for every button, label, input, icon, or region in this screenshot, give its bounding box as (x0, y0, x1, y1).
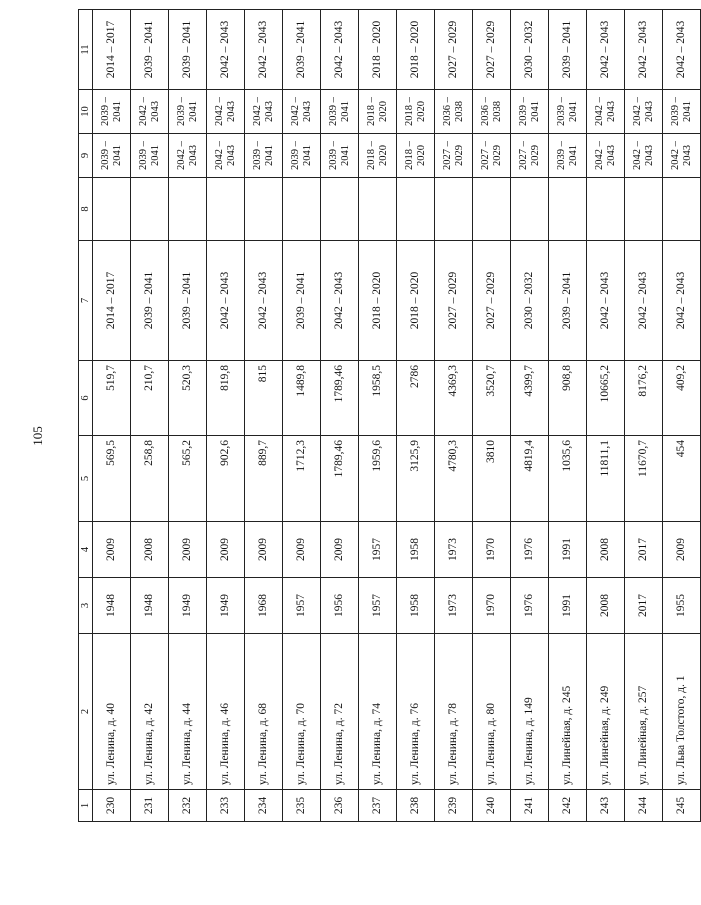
period-split-cell (511, 134, 549, 178)
area-living-cell: 2786 (397, 361, 435, 436)
table-row (625, 10, 663, 822)
period-line: 2043 (187, 145, 199, 166)
year-cell: 1976 (511, 522, 549, 578)
period-split-cell (207, 134, 245, 178)
area-living-cell: 10665,2 (587, 361, 625, 436)
address-cell: ул. Ленина, д. 74 (359, 634, 397, 790)
address-cell: ул. Линейная, д. 257 (625, 634, 663, 790)
empty-cell (511, 178, 549, 241)
period-split-cell (397, 134, 435, 178)
year-cell: 1991 (549, 522, 587, 578)
area-total-cell: 3125,9 (397, 436, 435, 522)
empty-cell (663, 178, 701, 241)
period-cell: 2042 – 2043 (245, 241, 283, 361)
period-line: 2043 (225, 145, 237, 166)
final-period-cell: 2039 – 2041 (283, 10, 321, 90)
period-line: 2043 (643, 145, 655, 166)
final-period-cell: 2030 – 2032 (511, 10, 549, 90)
address-cell: ул. Ленина, д. 46 (207, 634, 245, 790)
period-cell: 2039 – 2041 (549, 241, 587, 361)
column-number-header: 11 (79, 10, 93, 90)
period-cell: 2039 – 2041 (131, 241, 169, 361)
row-number-cell: 234 (245, 790, 283, 822)
period-line: 2041 (301, 145, 313, 166)
period-split-cell (587, 134, 625, 178)
period-line: 2042 – (252, 97, 264, 126)
column-number-header: 3 (79, 578, 93, 634)
table-row (359, 10, 397, 822)
period-line: 2042 – (138, 97, 150, 126)
column-number-header: 4 (79, 522, 93, 578)
area-living-cell: 4399,7 (511, 361, 549, 436)
period-split-cell (245, 90, 283, 134)
period-split-cell (169, 134, 207, 178)
period-line: 2038 (491, 101, 503, 122)
empty-cell (283, 178, 321, 241)
year-cell: 1957 (359, 522, 397, 578)
period-line: 2018 – (404, 141, 416, 170)
period-split-cell (93, 90, 131, 134)
row-number-cell: 244 (625, 790, 663, 822)
period-split-cell (283, 90, 321, 134)
table-row (93, 10, 131, 822)
year-built-cell: 1955 (663, 578, 701, 634)
column-number-header: 7 (79, 241, 93, 361)
address-cell: ул. Ленина, д. 78 (435, 634, 473, 790)
period-split-cell (245, 134, 283, 178)
area-total-cell: 4780,3 (435, 436, 473, 522)
empty-cell (473, 178, 511, 241)
period-line: 2039 – (556, 97, 568, 126)
empty-cell (549, 178, 587, 241)
period-line: 2042 – (594, 141, 606, 170)
period-split-cell (131, 90, 169, 134)
period-split-cell (435, 90, 473, 134)
period-split-cell (207, 90, 245, 134)
period-line: 2020 (377, 101, 389, 122)
address-cell: ул. Ленина, д. 149 (511, 634, 549, 790)
period-split-cell (511, 90, 549, 134)
final-period-cell: 2042 – 2043 (207, 10, 245, 90)
empty-cell (131, 178, 169, 241)
column-number-header: 6 (79, 361, 93, 436)
period-line: 2039 – (518, 97, 530, 126)
period-cell: 2042 – 2043 (625, 241, 663, 361)
year-built-cell: 2017 (625, 578, 663, 634)
final-period-cell: 2042 – 2043 (245, 10, 283, 90)
period-cell: 2042 – 2043 (663, 241, 701, 361)
period-line: 2027 – (442, 141, 454, 170)
empty-cell (169, 178, 207, 241)
period-line: 2039 – (252, 141, 264, 170)
final-period-cell: 2042 – 2043 (625, 10, 663, 90)
period-line: 2042 – (632, 141, 644, 170)
column-number-header: 1 (79, 790, 93, 822)
row-number-cell: 243 (587, 790, 625, 822)
row-number-cell: 232 (169, 790, 207, 822)
period-split-cell (131, 134, 169, 178)
year-built-cell: 2008 (587, 578, 625, 634)
table-row (511, 10, 549, 822)
address-cell: ул. Линейная, д. 249 (587, 634, 625, 790)
area-total-cell: 565,2 (169, 436, 207, 522)
period-cell: 2027 – 2029 (473, 241, 511, 361)
period-line: 2029 (491, 145, 503, 166)
final-period-cell: 2027 – 2029 (435, 10, 473, 90)
address-cell: ул. Ленина, д. 44 (169, 634, 207, 790)
table-row (397, 10, 435, 822)
empty-cell (435, 178, 473, 241)
period-line: 2041 (529, 101, 541, 122)
period-cell: 2039 – 2041 (283, 241, 321, 361)
period-line: 2039 – (100, 97, 112, 126)
row-number-cell: 238 (397, 790, 435, 822)
period-line: 2020 (377, 145, 389, 166)
year-cell: 2009 (169, 522, 207, 578)
period-split-cell (549, 90, 587, 134)
year-built-cell: 1968 (245, 578, 283, 634)
period-cell: 2030 – 2032 (511, 241, 549, 361)
table-row (663, 10, 701, 822)
period-split-cell (473, 134, 511, 178)
year-cell: 2009 (321, 522, 359, 578)
address-cell: ул. Ленина, д. 80 (473, 634, 511, 790)
period-line: 2043 (263, 101, 275, 122)
area-living-cell: 3520,7 (473, 361, 511, 436)
year-cell: 2009 (93, 522, 131, 578)
year-cell: 2009 (245, 522, 283, 578)
area-total-cell: 454 (663, 436, 701, 522)
period-line: 2041 (339, 145, 351, 166)
address-cell: ул. Льва Толстого, д. 1 (663, 634, 701, 790)
period-line: 2041 (111, 145, 123, 166)
area-living-cell: 520,3 (169, 361, 207, 436)
area-total-cell: 902,6 (207, 436, 245, 522)
period-line: 2041 (567, 145, 579, 166)
column-number-header: 10 (79, 90, 93, 134)
period-line: 2043 (149, 101, 161, 122)
year-cell: 2009 (663, 522, 701, 578)
table-row (131, 10, 169, 822)
period-line: 2041 (263, 145, 275, 166)
period-split-cell (283, 134, 321, 178)
final-period-cell: 2039 – 2041 (131, 10, 169, 90)
year-built-cell: 1970 (473, 578, 511, 634)
table-row (207, 10, 245, 822)
year-cell: 2017 (625, 522, 663, 578)
period-line: 2042 – (594, 97, 606, 126)
area-living-cell: 1958,5 (359, 361, 397, 436)
final-period-cell: 2042 – 2043 (663, 10, 701, 90)
period-line: 2039 – (138, 141, 150, 170)
address-cell: ул. Ленина, д. 68 (245, 634, 283, 790)
final-period-cell: 2042 – 2043 (321, 10, 359, 90)
period-line: 2041 (111, 101, 123, 122)
period-line: 2043 (643, 101, 655, 122)
period-line: 2018 – (404, 97, 416, 126)
area-living-cell: 908,8 (549, 361, 587, 436)
period-cell: 2042 – 2043 (587, 241, 625, 361)
period-line: 2042 – (214, 141, 226, 170)
period-line: 2029 (529, 145, 541, 166)
year-built-cell: 1958 (397, 578, 435, 634)
period-line: 2041 (681, 101, 693, 122)
final-period-cell: 2039 – 2041 (169, 10, 207, 90)
period-line: 2038 (453, 101, 465, 122)
period-split-cell (397, 90, 435, 134)
final-period-cell: 2018 – 2020 (397, 10, 435, 90)
period-line: 2042 – (290, 97, 302, 126)
area-living-cell: 1489,8 (283, 361, 321, 436)
area-living-cell: 4369,3 (435, 361, 473, 436)
empty-cell (359, 178, 397, 241)
address-cell: ул. Ленина, д. 72 (321, 634, 359, 790)
table-row (169, 10, 207, 822)
period-split-cell (169, 90, 207, 134)
period-line: 2039 – (556, 141, 568, 170)
final-period-cell: 2039 – 2041 (549, 10, 587, 90)
address-cell: ул. Ленина, д. 40 (93, 634, 131, 790)
table-row (587, 10, 625, 822)
period-cell: 2042 – 2043 (207, 241, 245, 361)
empty-cell (587, 178, 625, 241)
period-line: 2041 (149, 145, 161, 166)
area-total-cell: 1789,46 (321, 436, 359, 522)
empty-cell (397, 178, 435, 241)
area-living-cell: 409,2 (663, 361, 701, 436)
area-total-cell: 569,5 (93, 436, 131, 522)
period-line: 2018 – (366, 97, 378, 126)
rotated-table-container (78, 10, 693, 822)
period-line: 2036 – (480, 97, 492, 126)
row-number-cell: 236 (321, 790, 359, 822)
final-period-cell: 2042 – 2043 (587, 10, 625, 90)
period-line: 2027 – (518, 141, 530, 170)
year-cell: 1958 (397, 522, 435, 578)
period-cell: 2027 – 2029 (435, 241, 473, 361)
row-number-cell: 233 (207, 790, 245, 822)
row-number-cell: 241 (511, 790, 549, 822)
area-living-cell: 8176,2 (625, 361, 663, 436)
empty-cell (207, 178, 245, 241)
year-built-cell: 1957 (283, 578, 321, 634)
empty-cell (93, 178, 131, 241)
area-living-cell: 519,7 (93, 361, 131, 436)
period-line: 2039 – (328, 97, 340, 126)
period-split-cell (663, 90, 701, 134)
address-cell: ул. Линейная, д. 245 (549, 634, 587, 790)
column-number-header: 8 (79, 178, 93, 241)
final-period-cell: 2027 – 2029 (473, 10, 511, 90)
row-number-cell: 242 (549, 790, 587, 822)
period-line: 2043 (605, 145, 617, 166)
period-split-cell (93, 134, 131, 178)
area-total-cell: 11670,7 (625, 436, 663, 522)
column-number-header: 2 (79, 634, 93, 790)
period-line: 2043 (681, 145, 693, 166)
year-built-cell: 1949 (207, 578, 245, 634)
area-total-cell: 1035,6 (549, 436, 587, 522)
period-split-cell (625, 134, 663, 178)
period-split-cell (321, 134, 359, 178)
period-line: 2039 – (176, 97, 188, 126)
row-number-cell: 231 (131, 790, 169, 822)
year-cell: 2009 (207, 522, 245, 578)
address-cell: ул. Ленина, д. 76 (397, 634, 435, 790)
header-row (79, 10, 93, 822)
row-number-cell: 239 (435, 790, 473, 822)
period-split-cell (549, 134, 587, 178)
period-cell: 2042 – 2043 (321, 241, 359, 361)
area-total-cell: 1712,3 (283, 436, 321, 522)
period-cell: 2018 – 2020 (359, 241, 397, 361)
period-line: 2043 (301, 101, 313, 122)
area-total-cell: 3810 (473, 436, 511, 522)
period-line: 2041 (567, 101, 579, 122)
period-line: 2041 (187, 101, 199, 122)
period-line: 2042 – (176, 141, 188, 170)
period-line: 2042 – (214, 97, 226, 126)
year-built-cell: 1976 (511, 578, 549, 634)
row-number-cell: 245 (663, 790, 701, 822)
year-built-cell: 1948 (131, 578, 169, 634)
year-built-cell: 1949 (169, 578, 207, 634)
period-line: 2043 (605, 101, 617, 122)
empty-cell (625, 178, 663, 241)
period-line: 2029 (453, 145, 465, 166)
empty-cell (245, 178, 283, 241)
address-cell: ул. Ленина, д. 42 (131, 634, 169, 790)
area-total-cell: 11811,1 (587, 436, 625, 522)
area-total-cell: 4819,4 (511, 436, 549, 522)
register-table (78, 9, 701, 822)
year-cell: 2008 (131, 522, 169, 578)
row-number-cell: 235 (283, 790, 321, 822)
period-split-cell (359, 134, 397, 178)
area-living-cell: 1789,46 (321, 361, 359, 436)
period-cell: 2014 – 2017 (93, 241, 131, 361)
row-number-cell: 240 (473, 790, 511, 822)
period-line: 2036 – (442, 97, 454, 126)
row-number-cell: 230 (93, 790, 131, 822)
column-number-header: 9 (79, 134, 93, 178)
period-line: 2039 – (328, 141, 340, 170)
address-cell: ул. Ленина, д. 70 (283, 634, 321, 790)
page-number: 105 (30, 426, 45, 446)
period-line: 2020 (415, 101, 427, 122)
year-built-cell: 1957 (359, 578, 397, 634)
period-line: 2042 – (632, 97, 644, 126)
table-row (283, 10, 321, 822)
year-built-cell: 1948 (93, 578, 131, 634)
area-total-cell: 1959,6 (359, 436, 397, 522)
year-built-cell: 1956 (321, 578, 359, 634)
period-cell: 2018 – 2020 (397, 241, 435, 361)
area-living-cell: 210,7 (131, 361, 169, 436)
period-split-cell (587, 90, 625, 134)
year-cell: 1973 (435, 522, 473, 578)
area-living-cell: 815 (245, 361, 283, 436)
table-row (473, 10, 511, 822)
table-row (549, 10, 587, 822)
year-built-cell: 1973 (435, 578, 473, 634)
area-living-cell: 819,8 (207, 361, 245, 436)
period-line: 2027 – (480, 141, 492, 170)
period-split-cell (359, 90, 397, 134)
period-line: 2043 (225, 101, 237, 122)
empty-cell (321, 178, 359, 241)
period-line: 2041 (339, 101, 351, 122)
year-built-cell: 1991 (549, 578, 587, 634)
period-line: 2020 (415, 145, 427, 166)
period-split-cell (321, 90, 359, 134)
period-line: 2039 – (290, 141, 302, 170)
period-split-cell (625, 90, 663, 134)
table-row (321, 10, 359, 822)
row-number-cell: 237 (359, 790, 397, 822)
period-split-cell (663, 134, 701, 178)
period-line: 2042 – (670, 141, 682, 170)
final-period-cell: 2018 – 2020 (359, 10, 397, 90)
period-split-cell (435, 134, 473, 178)
period-line: 2039 – (100, 141, 112, 170)
year-cell: 1970 (473, 522, 511, 578)
column-number-header: 5 (79, 436, 93, 522)
period-line: 2018 – (366, 141, 378, 170)
table-row (245, 10, 283, 822)
area-total-cell: 258,8 (131, 436, 169, 522)
year-cell: 2008 (587, 522, 625, 578)
period-split-cell (473, 90, 511, 134)
final-period-cell: 2014 – 2017 (93, 10, 131, 90)
period-cell: 2039 – 2041 (169, 241, 207, 361)
period-line: 2039 – (670, 97, 682, 126)
area-total-cell: 889,7 (245, 436, 283, 522)
year-cell: 2009 (283, 522, 321, 578)
table-row (435, 10, 473, 822)
